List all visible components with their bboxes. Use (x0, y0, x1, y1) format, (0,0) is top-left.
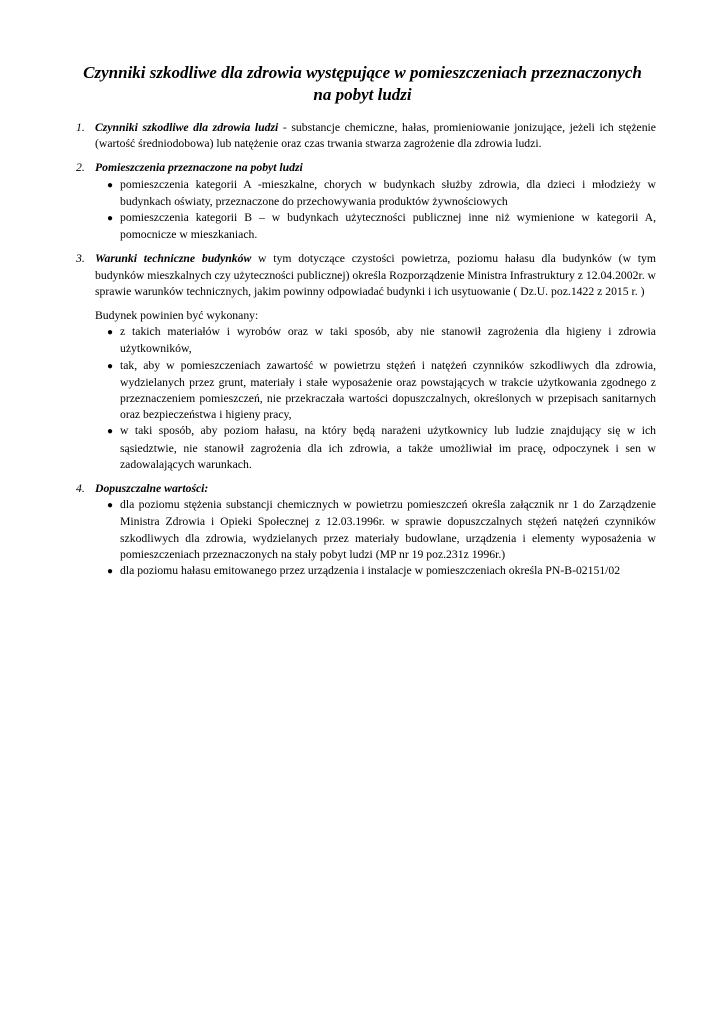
list-item: ● z takich materiałów i wyrobów oraz w taki sposób, aby nie stanowił zagrożenia dla higieny i zdrowia użytkowników, (107, 325, 656, 356)
section-4 (76, 481, 656, 580)
list-intro: Budynek powinien być wykonany: (95, 309, 259, 323)
title-line-2: na pobyt ludzi (313, 85, 412, 104)
list-item: ● dla poziomu hałasu emitowanego przez urządzenia i instalacje w pomieszczeniach określa PN-B-02151/02 (95, 563, 656, 580)
bullet-list (95, 324, 656, 473)
document-title (60, 62, 665, 106)
section-text: - substancje chemiczne, hałas, promieniowanie jonizujące, jeżeli ich stężenie (wartość średniodobowa) lub natężenie oraz czas trwania stwarza zagrożenie dla zdrowia ludzi. (95, 121, 656, 151)
bullet-icon: ● (107, 213, 114, 225)
bullet-icon: ● (107, 566, 114, 578)
list-item: ● pomieszczenia kategorii B – w budynkach użyteczności publicznej inne niż wymienione w kategorii A, pomocnicze w mieszkaniach. (107, 211, 656, 242)
section-heading: Pomieszczenia przeznaczone na pobyt ludzi (95, 161, 303, 175)
bullet-icon: ● (107, 360, 114, 372)
bullet-icon: ● (107, 179, 114, 191)
section-number: 2. (76, 161, 85, 175)
section-text: w tym dotyczące czystości powietrza, poziomu hałasu dla budynków (w tym budynków mieszkalnych czy użyteczności publicznej) określa Rozporządzenie Ministra Infrastruktury z 12.04.2002r. w sprawie warunków technicznych, jakim powinny odpowiadać budynki i ich usytuowanie ( Dz.U. poz.1422 z 2015 r. ) (95, 252, 656, 298)
title-line-1: Czynniki szkodliwe dla zdrowia występujące w pomieszczeniach przeznaczonych (83, 63, 642, 82)
document-content (76, 120, 656, 588)
section-2 (76, 160, 656, 243)
section-heading: Czynniki szkodliwe dla zdrowia ludzi (95, 121, 279, 134)
bullet-icon: ● (107, 327, 114, 339)
section-1 (76, 120, 656, 152)
section-heading: Warunki techniczne budynków (95, 252, 252, 266)
bullet-icon: ● (107, 426, 114, 438)
section-number: 3. (76, 252, 85, 266)
section-number: 1. (76, 121, 85, 134)
bullet-list (95, 177, 656, 244)
section-heading: Dopuszczalne wartości: (95, 482, 209, 496)
section-3 (76, 251, 656, 473)
list-item: ● tak, aby w pomieszczeniach zawartość w powietrzu stężeń i natężeń czynników szkodliwych dla zdrowia, wydzielanych przez grunt, materiały i stałe wyposażenie oraz powstających w trakcie użytkowania zgodnego z przeznaczeniem pomieszczeń, nie przekraczała wartości dopuszczalnych, określonych w przepisach sanitarnych oraz bezpieczeństwa i higieny pracy, (107, 358, 656, 422)
list-item: ● dla poziomu stężenia substancji chemicznych w powietrzu pomieszczeń określa załącznik nr 1 do Zarządzenie Ministra Zdrowia i Opieki Społecznej z 12.03.1996r. w sprawie dopuszczalnych stężeń natężeń czynników szkodliwych dla zdrowia, wydzielanych przez materiały budowlane, urządzenia i elementy wyposażenia w pomieszczeniach przeznaczonych na stały pobyt ludzi (MP nr 19 poz.231z 1996r.) (107, 498, 656, 561)
bullet-icon: ● (107, 500, 114, 512)
list-item: ● w taki sposób, aby poziom hałasu, na który będą narażeni użytkownicy lub ludzie znajdujący się w ich sąsiedztwie, nie stanowił zagrożenia dla ich zdrowia, a także umożliwiał im pracę, odpoczynek i sen w zadowalających warunkach. (107, 424, 656, 471)
section-number: 4. (76, 482, 85, 496)
bullet-list (95, 497, 656, 580)
list-item: ● pomieszczenia kategorii A -mieszkalne, chorych w budynkach służby zdrowia, dla dzieci i młodzieży w budynkach oświaty, przeznaczone do przechowywania produktów żywnościowych (107, 177, 656, 208)
